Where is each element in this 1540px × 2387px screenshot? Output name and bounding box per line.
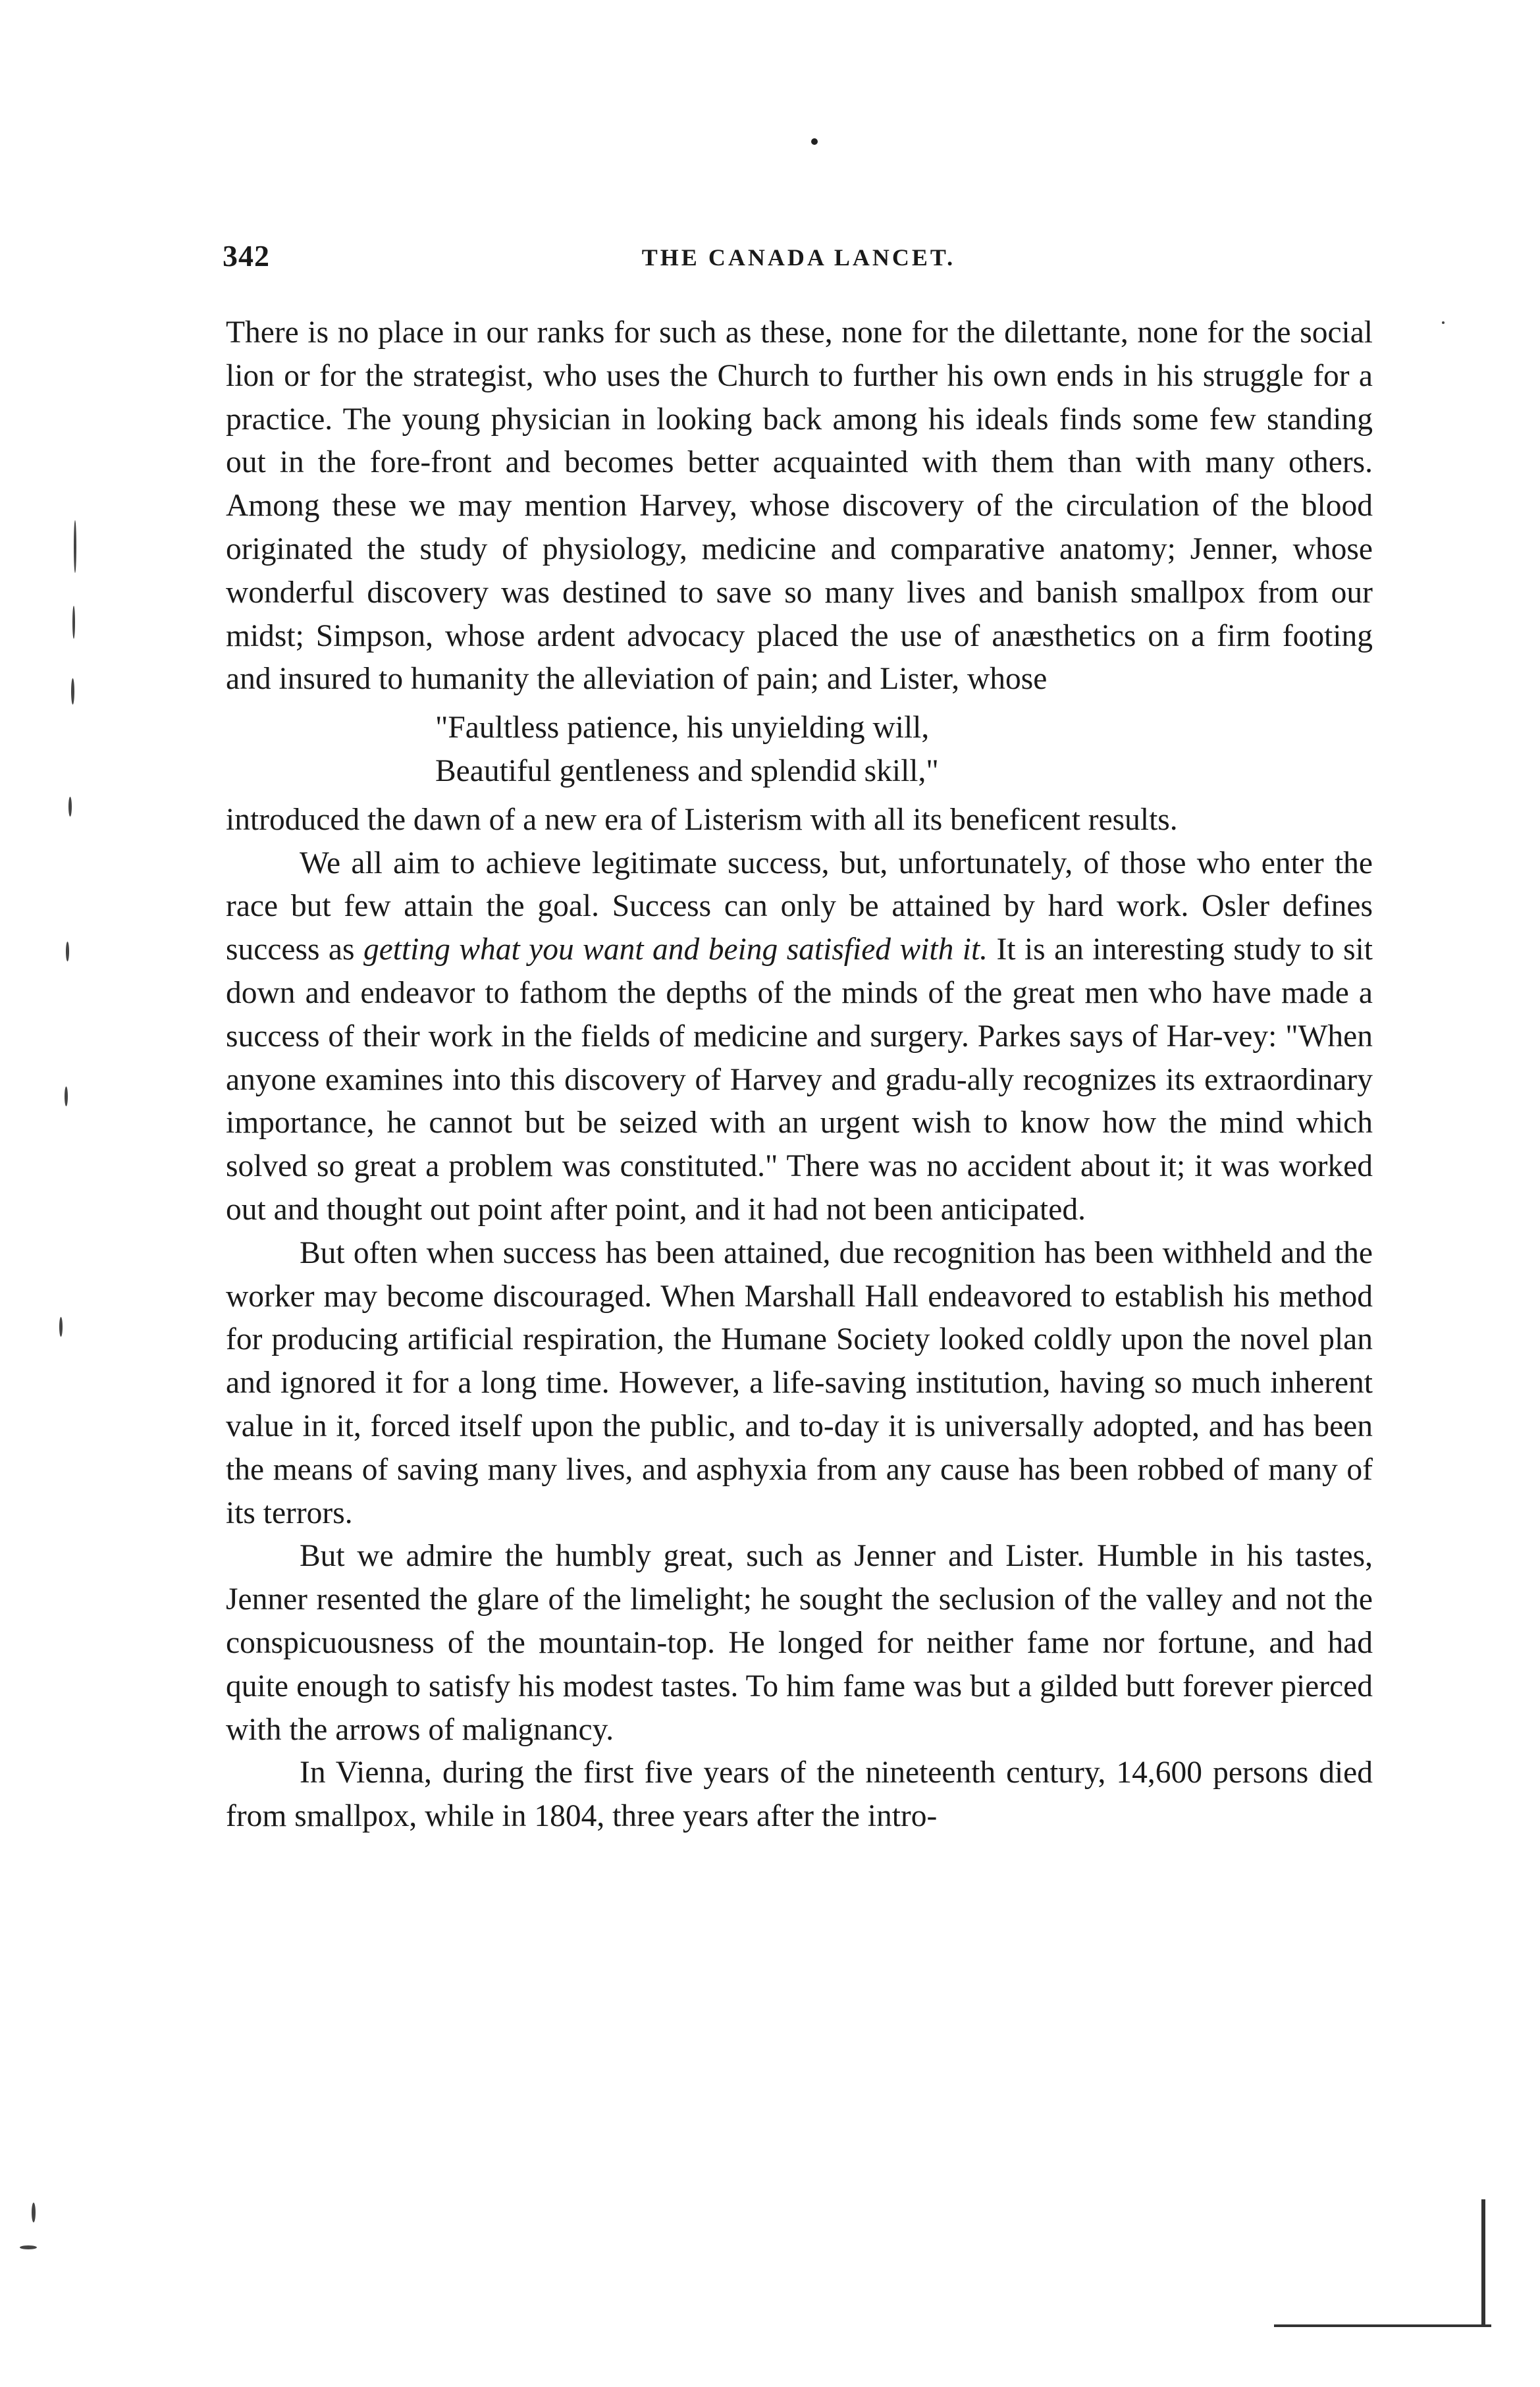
paragraph-5: In Vienna, during the first five years of the nineteenth century, 14,600 persons died from smallpox, while in 1804, three years after the intro-	[226, 1756, 1373, 1834]
scan-corner-mark	[1481, 2199, 1485, 2324]
paragraph-2-part-a: We all aim to achieve legitimate success, but, unfortunately, of those who enter the race but few attain the goal. Success can only be attained by hard work. Osler defines success as	[226, 845, 1373, 967]
paragraph-4: But we admire the humbly great, such as Jenner and Lister. Humble in his tastes, Jenner resented the glare of the limelight; he sought the seclusion of the valley and not the conspicuousness of the mountain-top. He longed for neither fame nor fortune, and had quite enough to satisfy his modest tastes. To him fame was but a gilded butt forever pierced with the arrows of malignancy.	[226, 1539, 1373, 1747]
margin-speck	[65, 1086, 68, 1106]
page-number: 342	[223, 239, 270, 273]
paragraph-2-part-b: It is an interesting study to sit down and endeavor to fathom the depths of the minds of the great men who have made a success of their work in the fields of medicine and surgery. Parkes says of Har-vey: "When anyone examines into this discovery of Harvey and gradu-ally recognizes its extraordinary importance, he cannot but be seized with an urgent wish to know how the mind which solved so great a problem was constituted." There was no accident about it; it was worked out and thought out point after point, and it had not been anticipated.	[226, 932, 1373, 1227]
paragraph-3: But often when success has been attained, due recognition has been withheld and the worker may become discouraged. When Marshall Hall endeavored to establish his method for producing artificial respiration, the Humane Society looked coldly upon the novel plan and ignored it for a long time. However, a life-saving institution, having so much inherent value in it, forced itself upon the public, and to-day it is universally adopted, and has been the means of saving many lives, and asphyxia from any cause has been robbed of many of its terrors.	[226, 1235, 1373, 1530]
margin-speck	[20, 2245, 37, 2249]
paragraph-1: There is no place in our ranks for such as these, none for the dilettante, none for the social lion or for the strategist, who uses the Church to further his own ends in his struggle for a practice. The young physician in looking back among his ideals finds some few standing out in the fore-front and becomes better acquainted with them than with many others. Among these we may mention Harvey, whose discovery of the circulation of the blood originated the study of physiology, medicine and comparative anatomy; Jenner, whose wonderful discovery was destined to save so many lives and banish smallpox from our midst; Simpson, whose ardent advocacy placed the use of anæsthetics on a firm footing and insured to humanity the alleviation of pain; and Lister, whose	[226, 315, 1373, 697]
margin-speck	[66, 942, 69, 961]
ink-dot	[811, 138, 818, 145]
margin-speck	[1442, 321, 1445, 324]
margin-speck	[59, 1317, 63, 1337]
verse-line-2: Beautiful gentleness and splendid skill,"	[435, 753, 939, 788]
paragraph-1-continued: introduced the dawn of a new era of Listerism with all its beneficent results.	[226, 802, 1178, 837]
scan-edge-rule	[1274, 2324, 1491, 2327]
margin-speck	[32, 2203, 36, 2222]
margin-speck	[72, 606, 75, 639]
body-text	[226, 311, 1373, 1838]
verse-quote	[435, 707, 1373, 793]
running-head: THE CANADA LANCET.	[641, 244, 956, 271]
margin-speck	[74, 520, 76, 573]
margin-speck	[68, 797, 72, 817]
page-header	[223, 238, 1375, 278]
margin-speck	[71, 678, 74, 705]
verse-line-1: "Faultless patience, his unyielding will,	[435, 711, 930, 745]
paragraph-2	[226, 842, 1373, 1232]
osler-definition: getting what you want and being satisfied with it.	[363, 932, 988, 967]
